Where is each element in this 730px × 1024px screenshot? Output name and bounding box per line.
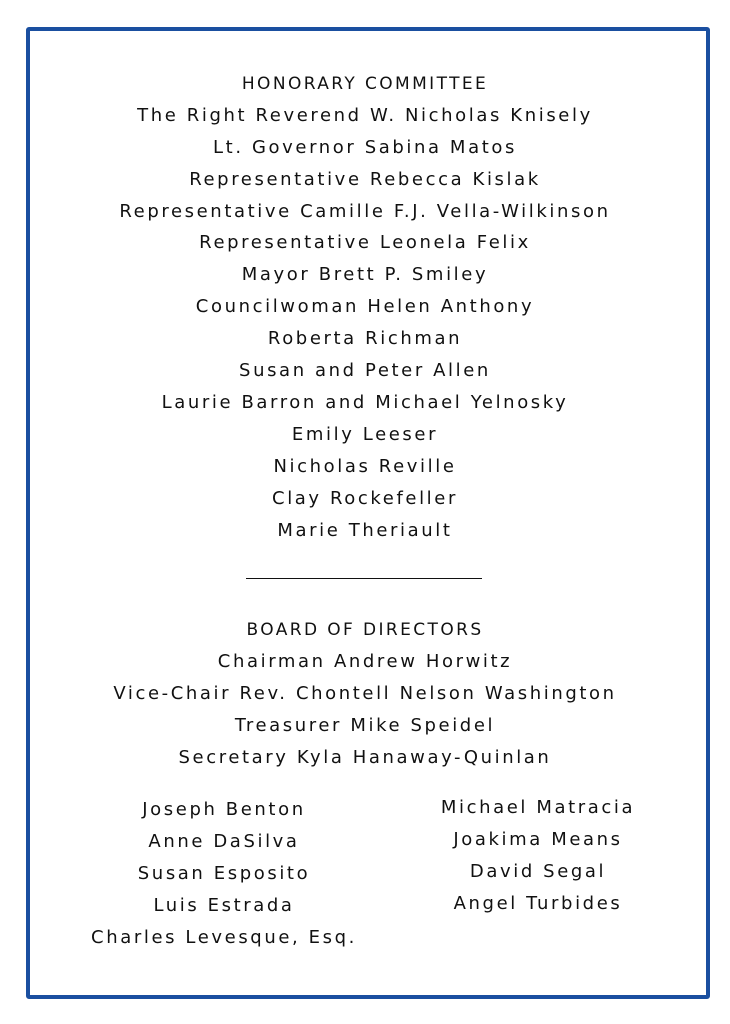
board-officer: Chairman Andrew Horwitz <box>217 651 513 672</box>
honorary-member: Clay Rockefeller <box>272 488 458 509</box>
honorary-member: The Right Reverend W. Nicholas Knisely <box>137 105 593 126</box>
board-member: Anne DaSilva <box>148 831 300 852</box>
board-officer: Vice-Chair Rev. Chontell Nelson Washington <box>113 683 617 704</box>
honorary-member: Representative Leonela Felix <box>199 232 531 253</box>
honorary-member: Roberta Richman <box>267 328 463 349</box>
honorary-member: Nicholas Reville <box>273 456 457 477</box>
honorary-member: Lt. Governor Sabina Matos <box>213 137 517 158</box>
board-member: Michael Matracia <box>440 797 636 818</box>
honorary-member: Mayor Brett P. Smiley <box>241 264 489 285</box>
honorary-member: Laurie Barron and Michael Yelnosky <box>161 392 569 413</box>
honorary-committee-heading: HONORARY COMMITTEE <box>241 74 489 94</box>
honorary-member: Marie Theriault <box>277 520 453 541</box>
board-member: David Segal <box>469 861 607 882</box>
board-members-left-column <box>56 798 392 958</box>
honorary-member: Susan and Peter Allen <box>239 360 491 381</box>
honorary-member: Representative Camille F.J. Vella-Wilkinson <box>119 201 611 222</box>
honorary-member: Representative Rebecca Kislak <box>189 169 541 190</box>
board-member: Joseph Benton <box>142 799 306 820</box>
board-member: Angel Turbides <box>453 893 623 914</box>
board-member: Charles Levesque, Esq. <box>91 927 357 948</box>
section-divider <box>246 578 482 579</box>
board-member: Susan Esposito <box>137 863 311 884</box>
board-member: Luis Estrada <box>153 895 295 916</box>
honorary-member: Councilwoman Helen Anthony <box>195 296 535 317</box>
board-of-directors-heading: BOARD OF DIRECTORS <box>246 620 484 640</box>
board-members-right-column <box>366 796 710 924</box>
board-officer: Treasurer Mike Speidel <box>234 715 496 736</box>
honorary-member: Emily Leeser <box>291 424 439 445</box>
board-officer: Secretary Kyla Hanaway-Quinlan <box>178 747 552 768</box>
board-member: Joakima Means <box>453 829 623 850</box>
